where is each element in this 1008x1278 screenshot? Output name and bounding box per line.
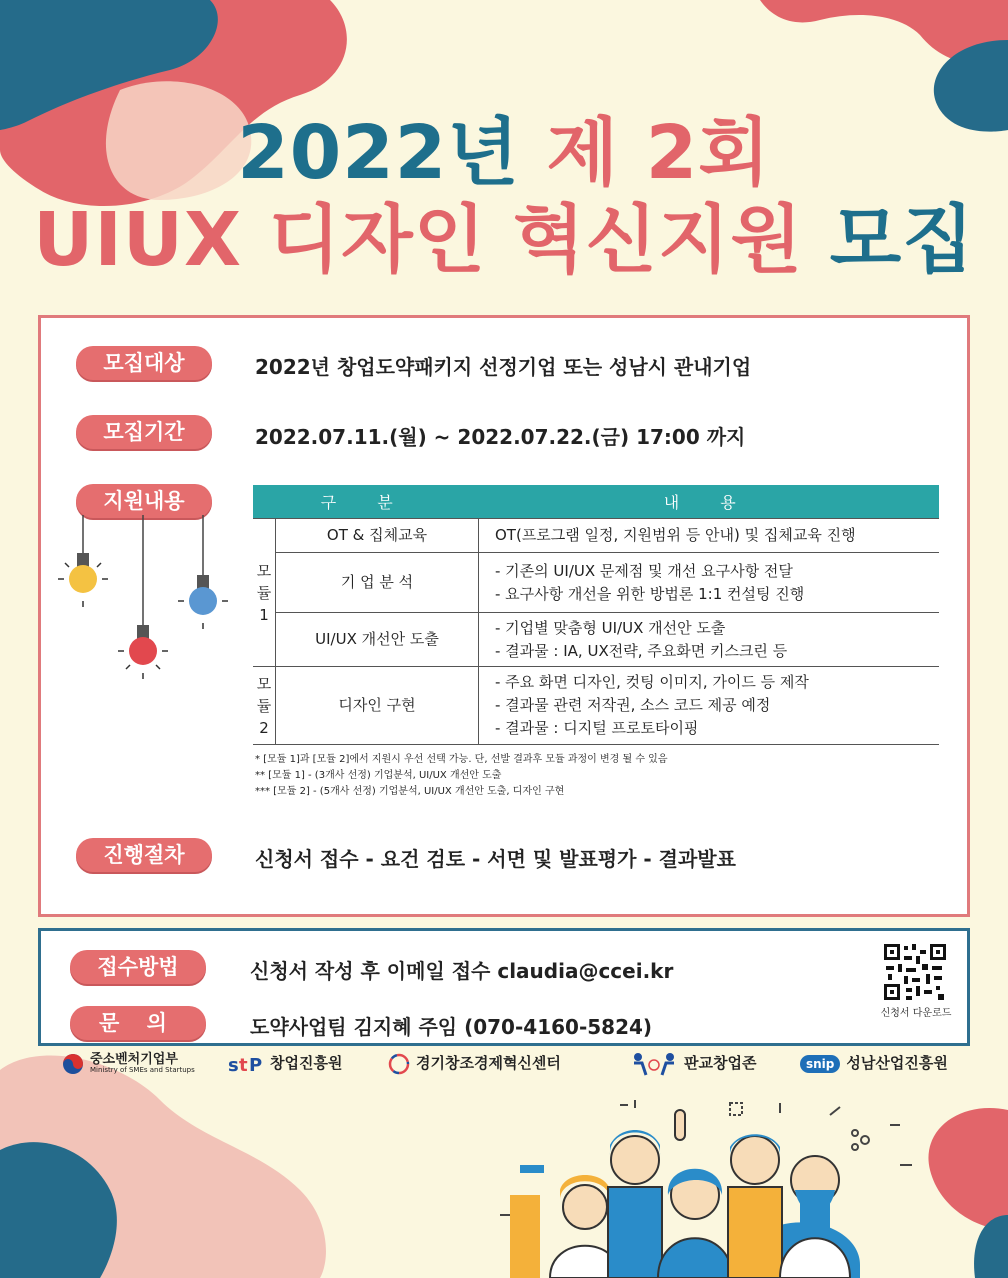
qr-download-label: 신청서 다운로드 (880, 1008, 952, 1019)
row-desc: - 기존의 UI/UX 문제점 및 개선 요구사항 전달 - 요구사항 개선을 위한 방법론 1:1 컨설팅 진행 (479, 553, 940, 613)
row-category: OT & 집체교육 (276, 519, 479, 553)
row-desc: - 주요 화면 디자인, 컷팅 이미지, 가이드 등 제작 - 결과물 관련 저작권, 소스 코드 제공 예정 - 결과물 : 디지털 프로토타이핑 (479, 667, 940, 745)
svg-text:t: t (239, 1054, 248, 1075)
logo-ccei: 경기창조경제혁신센터 (388, 1050, 561, 1076)
taeguk-icon (62, 1053, 84, 1075)
target-label: 모집대상 (76, 346, 212, 380)
title-program: UIUX 디자인 혁신지원 (33, 197, 803, 283)
logo-snip: snip 성남산업진흥원 (800, 1050, 948, 1076)
method-text: 신청서 작성 후 이메일 접수 claudia@ccei.kr (250, 959, 674, 983)
title-line-1 (0, 108, 1008, 198)
period-label: 모집기간 (76, 415, 212, 449)
row-category: UI/UX 개선안 도출 (276, 613, 479, 667)
note-item: ** [모듈 1] - (3개사 선정) 기업분석, UI/UX 개선안 도출 (255, 770, 502, 781)
process-text: 신청서 접수 - 요건 검토 - 서면 및 발표평가 - 결과발표 (255, 847, 736, 871)
pangyo-mark-icon (630, 1051, 678, 1077)
note-item: * [모듈 1]과 [모듈 2]에서 지원시 우선 선택 가능. 단, 선발 결과후 모듈 과정이 변경 될 수 있음 (255, 754, 668, 765)
people-illustration (480, 1095, 940, 1278)
table-row (253, 613, 939, 667)
method-label: 접수방법 (70, 950, 206, 984)
table-notes (255, 752, 668, 800)
title-recruit: 모집 (829, 197, 975, 283)
process-label: 진행절차 (76, 838, 212, 872)
kised-mark-icon (228, 1053, 264, 1075)
lightbulb-icons (50, 515, 230, 695)
support-label: 지원내용 (76, 484, 212, 518)
title-year: 2022년 (237, 110, 520, 196)
row-desc: - 기업별 맞춤형 UI/UX 개선안 도출 - 결과물 : IA, UX전략, 주요화면 키스크린 등 (479, 613, 940, 667)
inquiry-text: 도약사업팀 김지혜 주임 (070-4160-5824) (250, 1015, 653, 1039)
logo-mss: 중소벤처기업부 Ministry of SMEs and Startups (62, 1050, 195, 1076)
module-1-label: 모듈1 (253, 519, 276, 667)
period-text: 2022.07.11.(월) ~ 2022.07.22.(금) 17:00 까지 (255, 425, 746, 449)
table-header-category: 구 분 (253, 485, 479, 519)
svg-text:P: P (249, 1054, 263, 1075)
target-text: 2022년 창업도약패키지 선정기업 또는 성남시 관내기업 (255, 355, 752, 379)
note-item: *** [모듈 2] - (5개사 선정) 기업분석, UI/UX 개선안 도출, 디자인 구현 (255, 786, 565, 797)
module-2-label: 모듈2 (253, 667, 276, 745)
table-row (253, 519, 939, 553)
logo-pangyo: 판교창업존 (630, 1050, 756, 1076)
logo-kised: s t P 창업진흥원 (228, 1054, 343, 1075)
qr-code-icon[interactable] (882, 942, 948, 1002)
title-round: 제 2회 (546, 110, 771, 196)
support-table (253, 485, 939, 745)
svg-text:s: s (228, 1054, 239, 1075)
table-row (253, 667, 939, 745)
ccei-mark-icon (388, 1053, 410, 1075)
table-row (253, 553, 939, 613)
table-header-content: 내 용 (479, 485, 940, 519)
title-line-2 (0, 195, 1008, 285)
row-category: 디자인 구현 (276, 667, 479, 745)
row-desc: OT(프로그램 일정, 지원범위 등 안내) 및 집체교육 진행 (479, 519, 940, 553)
inquiry-label: 문 의 (70, 1006, 206, 1040)
snip-mark-icon: snip (800, 1055, 840, 1073)
row-category: 기 업 분 석 (276, 553, 479, 613)
